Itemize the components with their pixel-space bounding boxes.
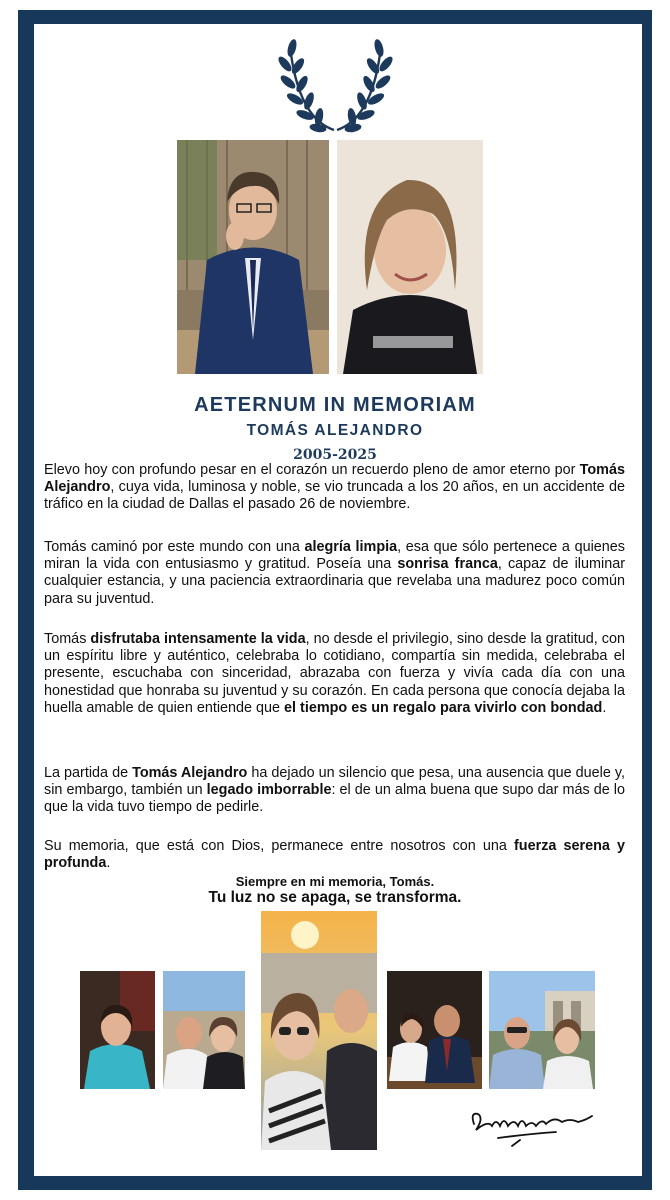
photo-father-son-city [489, 971, 595, 1089]
photo-sunset-selfie [261, 911, 377, 1150]
body-text: Tomás [44, 631, 91, 647]
body-text: Su memoria, que está con Dios, permanece entre nosotros con una [44, 838, 515, 854]
photo-father-son-outdoors [163, 971, 245, 1089]
paragraph-5 [44, 838, 625, 872]
body-text: ha dejado un silencio que pesa, una ausencia que duele y, sin embargo, también un [44, 765, 626, 799]
emphasis-text: fuerza serena y profunda [44, 838, 625, 872]
closing-line-1: Siempre en mi memoria, Tomás. [235, 874, 435, 889]
body-text: , cuya vida, luminosa y noble, se vio truncada a los 20 años, en un accidente de tráfico en la ciudad de Dallas el pasado 26 de noviembre. [44, 479, 625, 513]
body-text: , esa que sólo pertenece a quienes miran la vida con entusiasmo y gratitud. Poseía una [44, 539, 625, 573]
photo-couple-restaurant [387, 971, 482, 1089]
body-text: . [106, 855, 111, 872]
deceased-name: TOMÁS ALEJANDRO [246, 422, 424, 439]
emphasis-text: alegría limpia [304, 539, 398, 555]
portrait-photo-smiling [337, 140, 483, 374]
photo-woman-cyan-shirt [80, 971, 155, 1089]
emphasis-text: legado imborrable [206, 782, 332, 799]
emphasis-text: disfrutaba intensamente la vida [90, 631, 306, 647]
body-text: , no desde el privilegio, sino desde la gratitud, con un espíritu libre y auténtico, celebraba lo cotidiano, compartía sin medida, celebraba el presente, escuchaba con sinceridad, abrazaba con fuerza y vivía cada día con una honestidad que honraba su juventud y su corazón. En cada persona que conocía dejaba la huella amable de quien entiende que [44, 631, 625, 716]
emphasis-text: Tomás Alejandro [44, 462, 625, 496]
emphasis-text: sonrisa franca [397, 556, 498, 573]
body-text: : el de un alma buena que supo dar más de lo que la vida tuvo tiempo de pedirle. [44, 782, 625, 816]
emphasis-text: Tomás Alejandro [132, 765, 248, 781]
handwritten-signature [468, 1104, 598, 1150]
life-years: 2005-2025 [293, 447, 377, 463]
memorial-heading: AETERNUM IN MEMORIAM [194, 394, 476, 416]
laurel-wreath-icon [278, 38, 393, 138]
body-text: Tomás caminó por este mundo con una [44, 539, 305, 555]
portrait-photo-suit [177, 140, 329, 374]
closing-line-2: Tu luz no se apaga, se transforma. [208, 889, 462, 906]
paragraph-4 [44, 765, 625, 817]
body-text: La partida de [44, 765, 133, 781]
paragraph-1 [44, 462, 625, 514]
paragraph-2 [44, 539, 625, 608]
body-text: Elevo hoy con profundo pesar en el corazón un recuerdo pleno de amor eterno por [44, 462, 580, 478]
body-text: , capaz de iluminar cualquier estancia, y una paciencia extraordinaria que revelaba una madurez poco común para su juventud. [44, 556, 625, 607]
paragraph-3 [44, 631, 625, 717]
emphasis-text: el tiempo es un regalo para vivirlo con bondad [284, 699, 603, 716]
body-text: . [602, 699, 607, 716]
